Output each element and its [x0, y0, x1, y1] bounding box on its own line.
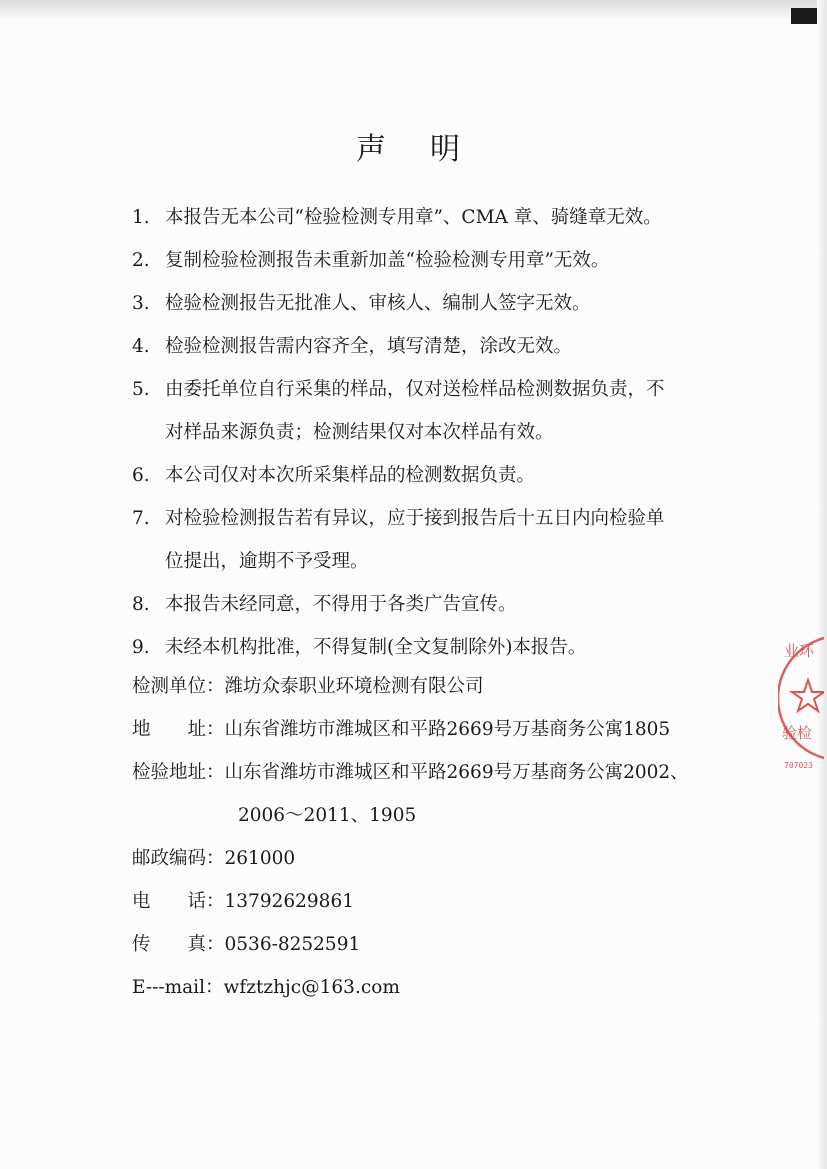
clause-1 — [132, 196, 732, 239]
fax-row — [132, 930, 772, 956]
clause-number: 3. — [132, 293, 150, 314]
scan-top-shadow — [0, 0, 827, 20]
phone-value: 13792629861 — [224, 891, 354, 912]
clause-number: 9. — [132, 637, 150, 658]
clause-5 — [132, 368, 732, 454]
inspection-address-value: 山东省潍坊市潍城区和平路2669号万基商务公寓2002、 — [224, 762, 689, 783]
clause-3 — [132, 282, 732, 325]
clause-number: 6. — [132, 465, 150, 486]
clause-number: 7. — [132, 508, 150, 529]
email-row — [132, 973, 772, 999]
clause-text: 本报告无本公司“检验检测专用章”、CMA 章、骑缝章无效。 — [165, 207, 662, 228]
phone-row — [132, 887, 772, 913]
postcode-value: 261000 — [224, 848, 296, 869]
testing-unit-value: 潍坊众泰职业环境检测有限公司 — [224, 676, 484, 697]
scan-right-shadow — [817, 0, 827, 1169]
clause-text-continued: 对样品来源负责；检测结果仅对本次样品有效。 — [165, 422, 554, 443]
fax-label: 传 真： — [132, 934, 225, 955]
clause-text: 检验检测报告无批准人、审核人、编制人签字无效。 — [165, 293, 591, 314]
clause-text: 对检验检测报告若有异议，应于接到报告后十五日内向检验单 — [165, 508, 665, 529]
declaration-list — [132, 196, 732, 669]
clause-number: 1. — [132, 207, 150, 228]
clause-9 — [132, 626, 732, 669]
scan-corner-mark — [791, 8, 819, 24]
clause-text: 复制检验检测报告未重新加盖“检验检测专用章”无效。 — [165, 250, 610, 271]
clause-number: 4. — [132, 336, 150, 357]
seal-text-top: 业环 — [784, 642, 815, 660]
seal-text-mid: 验检 — [782, 724, 813, 742]
inspection-address-row — [132, 758, 772, 784]
address-value: 山东省潍坊市潍城区和平路2669号万基商务公寓1805 — [224, 719, 671, 740]
seal-star-icon — [792, 680, 824, 711]
email-value: wfztzhjc@163.com — [223, 977, 400, 998]
clause-8 — [132, 583, 732, 626]
clause-number: 8. — [132, 594, 150, 615]
inspection-address-continued: 2006～2011、1905 — [238, 805, 417, 826]
clause-text: 由委托单位自行采集的样品，仅对送检样品检测数据负责，不 — [165, 379, 665, 400]
address-label: 地 址： — [132, 719, 225, 740]
clause-2 — [132, 239, 732, 282]
fax-value: 0536-8252591 — [224, 934, 361, 955]
testing-unit-row — [132, 672, 772, 698]
clause-text: 本公司仅对本次所采集样品的检测数据负责。 — [165, 465, 536, 486]
clause-text: 检验检测报告需内容齐全，填写清楚，涂改无效。 — [165, 336, 573, 357]
company-seal-stamp — [778, 618, 824, 778]
postcode-label: 邮政编码： — [132, 848, 225, 869]
clause-text: 本报告未经同意，不得用于各类广告宣传。 — [165, 594, 517, 615]
phone-label: 电 话： — [132, 891, 225, 912]
postcode-row — [132, 844, 772, 870]
clause-number: 2. — [132, 250, 150, 271]
clause-7 — [132, 497, 732, 583]
clause-6 — [132, 454, 732, 497]
clause-text: 未经本机构批准，不得复制(全文复制除外)本报告。 — [165, 637, 587, 658]
clause-number: 5. — [132, 379, 150, 400]
page-title: 声明 — [356, 132, 504, 167]
clause-text-continued: 位提出，逾期不予受理。 — [165, 551, 369, 572]
inspection-address-label: 检验地址： — [132, 762, 225, 783]
testing-unit-label: 检测单位： — [132, 676, 225, 697]
clause-4 — [132, 325, 732, 368]
address-row — [132, 715, 772, 741]
email-label: E---mail： — [132, 977, 224, 998]
seal-number: 707023 — [784, 761, 813, 770]
